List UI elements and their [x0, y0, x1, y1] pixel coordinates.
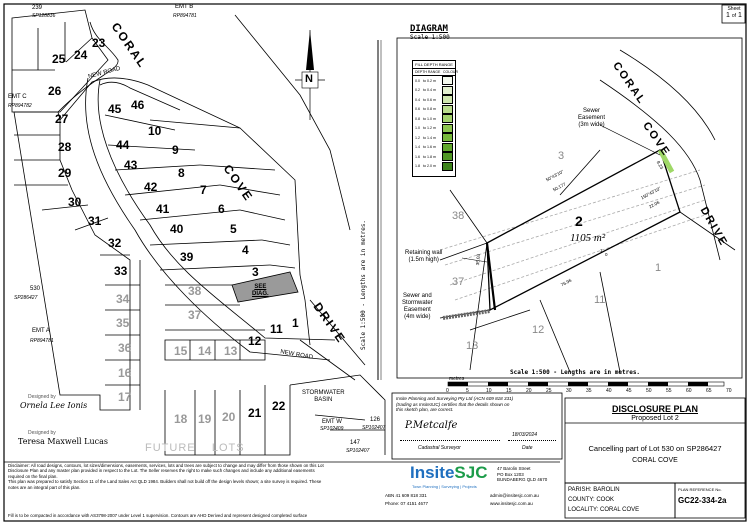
fill-color-swatch	[442, 162, 453, 171]
diagram-lot-number: 1	[655, 262, 662, 274]
emt-w-plan: SP102409	[320, 426, 344, 432]
scale-tick: 5	[466, 388, 469, 394]
lot-group-west	[14, 112, 130, 410]
diagram-bearing: 35.03	[475, 253, 481, 266]
street-coral: CORAL	[108, 20, 151, 72]
lot-number: 43	[124, 158, 138, 172]
lot-number: 45	[108, 102, 122, 116]
street-cove: COVE	[220, 162, 257, 205]
vertical-scale-bar	[378, 40, 381, 380]
diagram-street-coral: CORAL	[610, 60, 649, 108]
emt-w-label: EMT W	[322, 419, 342, 425]
fill-legend-row: 1.4 to 1.6 m	[413, 143, 455, 153]
emt-a-plan: RP894781	[30, 338, 54, 344]
surveyor-signature: P.Metcalfe	[405, 420, 458, 431]
lot-number: 9	[172, 143, 179, 157]
lot-number: 11	[270, 322, 283, 336]
company-logo: InsiteSJC	[410, 463, 488, 482]
lot-number: 35	[116, 316, 130, 330]
lot-number: 36	[118, 341, 132, 355]
lot-number: 33	[114, 264, 128, 278]
lot-number: 40	[170, 222, 184, 236]
disclaimer-line: This plan was prepared to satisfy Section 11 of the Land Sales Act QLD 1984. Builders shall not build off the design levels shown; a site survey is required. These	[8, 479, 322, 485]
designer-label-2: Designed by	[28, 430, 56, 436]
lot-number: 20	[222, 410, 236, 424]
scale-tick: 60	[686, 388, 692, 394]
lot-number: 1	[292, 316, 299, 330]
designer-name-1: Ornela Lee Ionis	[20, 401, 88, 410]
fill-legend-row: 1.0 to 1.2 m	[413, 124, 455, 134]
fill-legend-row: 0.0 to 0.2 m	[413, 76, 455, 86]
lot-number: 19	[198, 412, 212, 426]
fill-color-swatch	[442, 152, 453, 161]
neighbour-lines	[440, 150, 735, 372]
new-road-2: NEW ROAD	[279, 349, 314, 361]
lot-number: 12	[248, 334, 262, 348]
fill-color-swatch	[442, 95, 453, 104]
lot-number: 7	[200, 183, 207, 197]
sewer-easement-label: Sewer Easement (3m wide)	[578, 108, 606, 128]
scale-tick: 30	[566, 388, 572, 394]
emt-b-label: EMT B	[175, 4, 194, 10]
fill-depth-legend	[412, 60, 456, 177]
locality-heading: CORAL COVE	[632, 457, 678, 464]
lot-number: 5	[230, 222, 237, 236]
diagram-area: 1105 m²	[570, 232, 606, 244]
lot-530-plan: SP286427	[14, 295, 38, 301]
diagram-street-cove: COVE	[640, 120, 673, 159]
diagram-lot-number: 38	[452, 210, 465, 222]
fill-color-swatch	[442, 86, 453, 95]
lot-number: 44	[116, 138, 130, 152]
scale-tick: 40	[606, 388, 612, 394]
fill-color-swatch	[442, 143, 453, 152]
lot-number: 38	[188, 284, 202, 298]
diagram-bearing: 0	[605, 252, 608, 257]
scale-unit: metres	[449, 376, 465, 382]
lot-number: 37	[188, 308, 202, 322]
lot-number: 13	[224, 344, 238, 358]
site-plan	[12, 10, 385, 455]
sewer-stormwater-label: Sewer and Stormwater Easement (4m wide)	[402, 293, 433, 320]
scale-tick: 15	[506, 388, 512, 394]
fill-color-swatch	[442, 124, 453, 133]
parish: PARISH: BAROLIN	[568, 487, 620, 493]
lot-530-label: 530	[30, 286, 41, 292]
sheet-number: 1 of 1	[726, 12, 742, 19]
lot-number: 17	[118, 390, 132, 404]
lot-147-plan: SP102407	[346, 448, 370, 454]
scale-tick: 25	[546, 388, 552, 394]
disclaimer-line: required on the final plan.	[8, 473, 58, 479]
vertical-scale-label: Scale 1:500 - Lengths are in metres.	[360, 219, 367, 350]
diagram-lot-number: 37	[452, 276, 465, 288]
fill-legend-row: 0.2 to 0.4 m	[413, 86, 455, 96]
diagram-bearing: 76.96	[560, 277, 573, 288]
scale-tick: 0	[446, 388, 449, 394]
diagram-bearing: 150°43'10"	[640, 185, 662, 201]
top-lot-plan: SP128836	[32, 13, 56, 19]
road-edge-upper-1	[58, 22, 118, 112]
signature-line	[400, 440, 500, 441]
future-lots-label: FUTURE LOTS	[145, 442, 245, 454]
designer-name-2: Teresa Maxwell Lucas	[18, 437, 108, 446]
lot-number: 27	[55, 112, 69, 126]
diagram-lot-number: 12	[532, 324, 545, 336]
fill-legend-row: 0.4 to 0.6 m	[413, 95, 455, 105]
fill-legend-title: FILL DEPTH RANGE	[413, 61, 455, 69]
fill-color-swatch	[442, 76, 453, 85]
lot-number: 22	[272, 399, 286, 413]
diagram-lot-number: 3	[558, 150, 565, 162]
lot-number: 24	[74, 48, 88, 62]
street-drive: DRIVE	[310, 300, 349, 347]
fill-legend-header: DEPTH RANGE COLOUR	[415, 70, 458, 74]
diagram-bearing: 50.177	[552, 181, 567, 193]
lot-number: 42	[144, 180, 158, 194]
surveyor-role: Cadastral Surveyor	[418, 445, 461, 451]
diagram-bearing: 22.06	[648, 199, 661, 210]
see-diag-label: SEE DIAG.	[252, 284, 269, 297]
emt-a-label: EMT A	[32, 328, 50, 334]
fill-legend-row: 1.6 to 1.8 m	[413, 152, 455, 162]
lot-number: 29	[58, 166, 72, 180]
emt-c-label: EMT C	[8, 94, 27, 100]
retaining-wall-label: Retaining wall (1.5m high)	[405, 250, 443, 263]
lot-number: 39	[180, 250, 194, 264]
lot-number: 6	[218, 202, 225, 216]
disclaimer-fill: Fill is to be compacted in accordance with AS3798-2007 under Level 1 supervision. Contours are AHD Derived and represent designed completed surface	[8, 513, 308, 518]
diagram-lot-number: 13	[466, 340, 479, 352]
plan-ref-label: PLAN REFERENCE No.	[678, 487, 722, 492]
disclaimer	[8, 463, 380, 490]
lot-number: 15	[174, 344, 188, 358]
north-label: N	[305, 73, 313, 85]
lot-number: 25	[52, 52, 66, 66]
disclaimer-line: Disclosure Plan and any master plan provided in respect to the Lot. The Seller reserves the right to make such changes and include any additional easements	[8, 468, 315, 474]
company-phone: Phone: 07 4151 4677	[385, 501, 429, 506]
lot-number: 10	[148, 124, 162, 138]
scale-tick: 50	[646, 388, 652, 394]
lot-147-label: 147	[350, 440, 361, 446]
diagram-street-drive: DRIVE	[697, 205, 730, 249]
county: COUNTY: COOK	[568, 497, 615, 503]
fill-color-swatch	[442, 105, 453, 114]
stormwater-label: STORMWATER BASIN	[302, 390, 345, 403]
lot-number: 8	[178, 166, 185, 180]
disclosure-title: DISCLOSURE PLAN	[611, 404, 698, 414]
lot-number: 4	[242, 243, 249, 257]
locality: LOCALITY: CORAL COVE	[568, 507, 640, 513]
plan-ref: GC22-334-2a	[678, 496, 727, 505]
stormwater-easement	[443, 311, 490, 318]
company-address: 47 Barolin Street PO Box 1203 BUNDABERG QLD 4670	[497, 466, 548, 482]
scale-tick: 65	[706, 388, 712, 394]
scale-tick: 20	[526, 388, 532, 394]
lot-number: 28	[58, 140, 72, 154]
date-role: Date	[522, 445, 533, 451]
diagram-lot-number: 11	[594, 294, 606, 306]
certificate-date: 18/03/2024	[512, 432, 538, 438]
fill-legend-row: 0.8 to 1.0 m	[413, 114, 455, 124]
scale-tick: 55	[666, 388, 672, 394]
leader-lines	[443, 125, 660, 318]
diagram-bearing: 50°43'10"	[545, 168, 565, 183]
fill-legend-rows	[413, 76, 455, 171]
cancelling-text: Cancelling part of Lot 530 on SP286427	[588, 444, 722, 453]
company-email: admin@insitesjc.com.au	[490, 493, 539, 498]
disclaimer-line: notes are an integral part of this plan.	[8, 484, 81, 490]
fill-legend-row: 1.2 to 1.4 m	[413, 133, 455, 143]
diagram-bottom-scale: Scale 1:500 - Lengths are in metres.	[510, 369, 641, 376]
fill-legend-row: 0.6 to 0.8 m	[413, 105, 455, 115]
diagram-title: DIAGRAM	[410, 24, 448, 34]
company-tagline: Town Planning | Surveying | Projects	[412, 484, 477, 489]
emt-b-plan: RP894781	[173, 13, 197, 19]
diagram-bearing: 1	[600, 248, 603, 253]
lot-2-boundary	[487, 150, 680, 310]
company-abn: ABN 41 609 818 331	[385, 493, 427, 498]
lot-126-plan: SP102407	[362, 425, 386, 431]
diagram-scale: Scale 1:500	[410, 34, 450, 41]
road-edge-inner	[98, 80, 335, 340]
stormwater-boundary	[290, 375, 385, 455]
diagram-lot-2: 2	[575, 213, 583, 229]
sheet-label: Sheet	[727, 6, 741, 12]
disclosure-sub: Proposed Lot 2	[631, 415, 679, 422]
scale-tick: 70	[726, 388, 732, 394]
lot-number: 14	[198, 344, 212, 358]
scale-tick: 45	[626, 388, 632, 394]
scale-tick: 10	[486, 388, 492, 394]
diagram-bearing: 8.23	[655, 160, 665, 171]
lot-number: 32	[108, 236, 122, 250]
certificate-text: Insite Planning and Surveying Pty Ltd (ACN 609 818 331) (trading as InsiteSJC) certifies that the details shown on this sketch plan, are correct.	[396, 396, 514, 413]
top-lot-label: 239	[32, 5, 43, 11]
lot-number: 3	[252, 265, 259, 279]
lot-number: 30	[68, 195, 82, 209]
lot-number: 26	[48, 84, 62, 98]
lot-126-label: 126	[370, 417, 381, 423]
company-web: www.insitesjc.com.au	[490, 501, 533, 506]
lot-number: 34	[116, 292, 130, 306]
lot-number: 16	[118, 366, 132, 380]
date-line	[508, 440, 556, 441]
fill-color-swatch	[442, 133, 453, 142]
lot-number: 18	[174, 412, 188, 426]
lot-number: 21	[248, 406, 262, 420]
emt-c-plan: RP894782	[8, 103, 32, 109]
disclaimer-line: Disclaimer: All road designs, contours, lot sizes/dimensions, easements, services, lots and trees are subject to change and may differ from those shown on this Lot	[8, 463, 324, 468]
new-road-1: NEW ROAD	[87, 65, 122, 81]
fill-color-swatch	[442, 114, 453, 123]
lot-number: 46	[131, 98, 145, 112]
lot-number: 23	[92, 36, 106, 50]
scale-tick: 35	[586, 388, 592, 394]
designer-label-1: Designed by	[28, 394, 56, 400]
lot-number: 41	[156, 202, 170, 216]
lot-number: 31	[88, 214, 102, 228]
fill-legend-row: 1.8 to 2.0 m	[413, 162, 455, 172]
